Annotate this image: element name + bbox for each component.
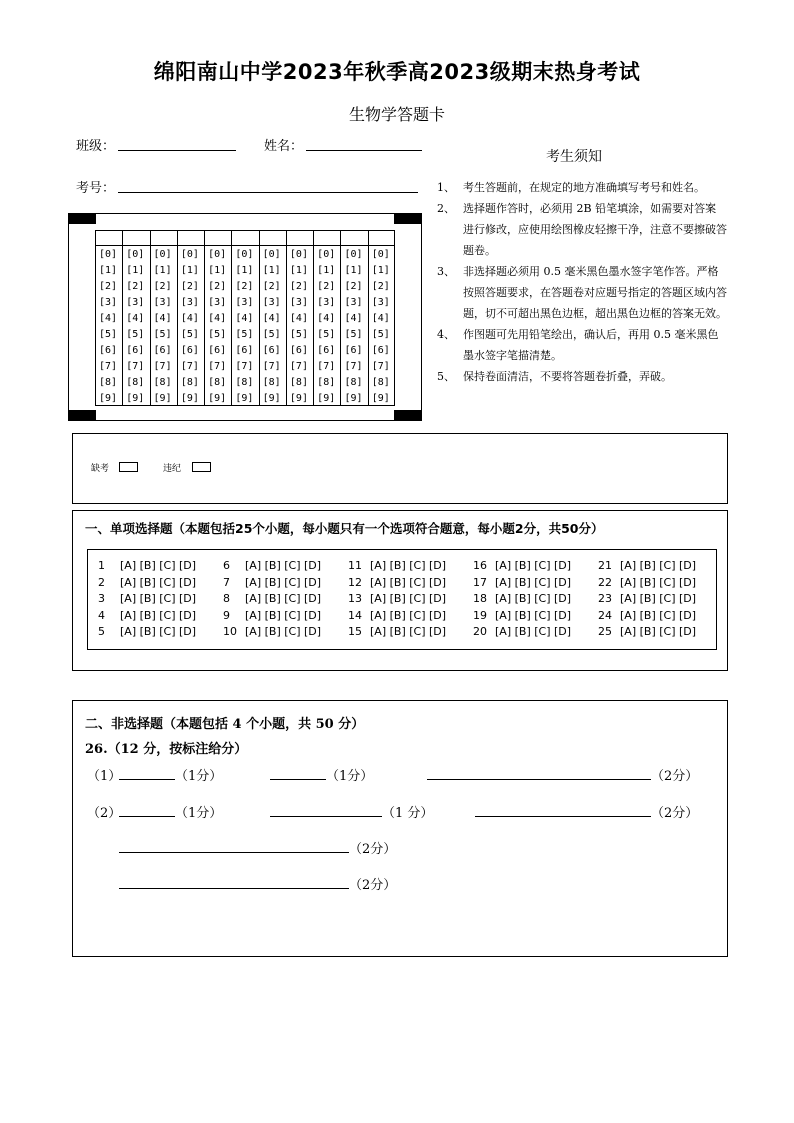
mc-question[interactable]	[223, 625, 321, 638]
violation-label: 违纪	[163, 464, 182, 474]
digit-bubble[interactable]: [5]	[371, 329, 390, 340]
score-label: （1分）	[326, 769, 374, 784]
answer-line[interactable]	[119, 888, 349, 889]
notice-item-text: 保持卷面清洁，不要将答题卷折叠，弄破。	[463, 370, 672, 383]
digit-bubble[interactable]: [8]	[235, 377, 254, 388]
mc-question-number: 9	[223, 608, 230, 622]
mc-options[interactable]: [A] [B] [C] [D]	[120, 575, 197, 589]
digit-bubble[interactable]: [0]	[317, 249, 336, 260]
digit-bubble[interactable]: [9]	[208, 393, 227, 404]
notice-item	[437, 324, 727, 366]
digit-bubble[interactable]: [9]	[344, 393, 363, 404]
digit-bubble[interactable]: [5]	[235, 329, 254, 340]
page-title: 绵阳南山中学2023年秋季高2023级期末热身考试	[153, 60, 641, 84]
mc-question-number: 23	[598, 592, 612, 605]
digit-bubble[interactable]: [4]	[235, 313, 254, 324]
notice-item	[437, 198, 727, 261]
digit-column-divider	[122, 231, 123, 405]
mc-question-number: 25	[598, 625, 612, 638]
digit-bubble[interactable]: [3]	[153, 297, 172, 308]
digit-bubble[interactable]: [3]	[99, 297, 118, 308]
digit-grid-header	[96, 231, 394, 246]
digit-bubble[interactable]: [3]	[289, 297, 308, 308]
digit-bubble[interactable]: [0]	[180, 249, 199, 260]
digit-bubble[interactable]: [3]	[262, 297, 281, 308]
mc-question[interactable]	[223, 609, 321, 622]
mc-question-number: 14	[348, 608, 362, 622]
mc-options[interactable]: [A] [B] [C] [D]	[495, 559, 572, 572]
mc-question[interactable]	[98, 576, 196, 589]
digit-bubble[interactable]: [4]	[262, 313, 281, 324]
digit-bubble[interactable]: [3]	[344, 297, 363, 308]
corner-mark	[394, 214, 421, 224]
mc-question[interactable]	[98, 625, 196, 638]
digit-bubble[interactable]: [6]	[99, 345, 118, 356]
mc-question[interactable]	[98, 592, 196, 605]
digit-bubble[interactable]: [6]	[208, 345, 227, 356]
digit-bubble[interactable]: [2]	[371, 281, 390, 292]
digit-bubble[interactable]: [8]	[317, 377, 336, 388]
digit-bubble[interactable]: [8]	[344, 377, 363, 388]
answer-line[interactable]	[270, 816, 382, 817]
score-label: （2分）	[651, 806, 699, 821]
digit-bubble[interactable]: [7]	[289, 361, 308, 372]
notice-item-number: 4、	[437, 328, 455, 341]
mc-options[interactable]: [A] [B] [C] [D]	[370, 559, 447, 572]
digit-bubble[interactable]: [0]	[235, 249, 254, 260]
digit-bubble[interactable]: [0]	[344, 249, 363, 260]
mc-question[interactable]	[598, 576, 696, 589]
digit-bubble[interactable]: [1]	[262, 265, 281, 276]
mc-options[interactable]: [A] [B] [C] [D]	[370, 575, 447, 589]
mc-question[interactable]	[348, 559, 446, 572]
digit-bubble[interactable]: [4]	[99, 313, 118, 324]
mc-options[interactable]: [A] [B] [C] [D]	[245, 625, 322, 638]
digit-bubble[interactable]: [6]	[317, 345, 336, 356]
digit-bubble[interactable]: [7]	[126, 361, 145, 372]
notice-item	[437, 177, 727, 198]
digit-bubble[interactable]: [7]	[344, 361, 363, 372]
digit-bubble[interactable]: [7]	[180, 361, 199, 372]
digit-bubble[interactable]: [9]	[289, 393, 308, 404]
digit-bubble[interactable]: [4]	[344, 313, 363, 324]
mc-question[interactable]	[223, 576, 321, 589]
digit-bubble[interactable]: [3]	[235, 297, 254, 308]
score-label: （1分）	[175, 806, 223, 821]
digit-bubble[interactable]: [4]	[317, 313, 336, 324]
digit-column-divider	[286, 231, 287, 405]
corner-mark	[69, 410, 96, 420]
digit-bubble[interactable]: [0]	[371, 249, 390, 260]
corner-mark	[69, 214, 96, 224]
notice-title: 考生须知	[546, 149, 602, 165]
digit-bubble[interactable]: [8]	[126, 377, 145, 388]
answer-line[interactable]	[475, 816, 651, 817]
mc-question[interactable]	[598, 592, 696, 605]
mc-question-number: 20	[473, 625, 487, 638]
digit-bubble[interactable]: [1]	[317, 265, 336, 276]
digit-bubble[interactable]: [1]	[371, 265, 390, 276]
notice-item-number: 1、	[437, 181, 455, 194]
mc-question[interactable]	[98, 609, 196, 622]
digit-bubble[interactable]: [5]	[99, 329, 118, 340]
digit-bubble[interactable]: [4]	[180, 313, 199, 324]
mc-options[interactable]: [A] [B] [C] [D]	[495, 575, 572, 589]
mc-options[interactable]: [A] [B] [C] [D]	[495, 625, 572, 638]
digit-bubble[interactable]: [5]	[317, 329, 336, 340]
digit-column-divider	[150, 231, 151, 405]
digit-bubble[interactable]: [8]	[180, 377, 199, 388]
digit-bubble[interactable]: [2]	[262, 281, 281, 292]
notice-list	[437, 177, 727, 387]
digit-bubble[interactable]: [6]	[344, 345, 363, 356]
mc-options[interactable]: [A] [B] [C] [D]	[495, 592, 572, 605]
mc-question-number: 22	[598, 575, 612, 589]
mc-question[interactable]	[473, 625, 571, 638]
score-label: （2分）	[349, 878, 397, 893]
mc-question-number: 7	[223, 575, 230, 589]
page-subtitle: 生物学答题卡	[348, 105, 445, 124]
digit-bubble[interactable]: [5]	[126, 329, 145, 340]
mc-question-number: 21	[598, 559, 612, 572]
mc-question-number: 17	[473, 575, 487, 589]
mc-options[interactable]: [A] [B] [C] [D]	[245, 575, 322, 589]
absent-checkbox[interactable]	[119, 462, 138, 472]
answer-line[interactable]	[427, 779, 651, 780]
digit-bubble[interactable]: [4]	[153, 313, 172, 324]
digit-bubble[interactable]: [9]	[153, 393, 172, 404]
score-label: （2分）	[349, 842, 397, 857]
digit-bubble[interactable]: [3]	[180, 297, 199, 308]
digit-bubble[interactable]: [4]	[126, 313, 145, 324]
digit-bubble[interactable]: [8]	[371, 377, 390, 388]
mc-question-number: 6	[223, 559, 230, 572]
digit-bubble[interactable]: [7]	[371, 361, 390, 372]
q26-title: 26.（12 分，按标注给分）	[85, 742, 248, 757]
digit-bubble[interactable]: [5]	[289, 329, 308, 340]
notice-item-number: 3、	[437, 265, 455, 278]
digit-bubble[interactable]: [9]	[317, 393, 336, 404]
mc-options[interactable]: [A] [B] [C] [D]	[620, 592, 697, 605]
mc-question-number: 12	[348, 575, 362, 589]
digit-bubble[interactable]: [2]	[208, 281, 227, 292]
answer-line[interactable]	[270, 779, 326, 780]
exam-no-label: 考号：	[76, 181, 116, 196]
digit-bubble[interactable]: [9]	[235, 393, 254, 404]
corner-mark	[394, 410, 421, 420]
notice-item-number: 2、	[437, 202, 455, 215]
mc-question-number: 10	[223, 625, 237, 638]
digit-bubble[interactable]: [6]	[126, 345, 145, 356]
mc-question-number: 3	[98, 592, 105, 605]
digit-bubble[interactable]: [2]	[289, 281, 308, 292]
violation-checkbox[interactable]	[192, 462, 211, 472]
name-field[interactable]	[306, 136, 422, 151]
notice-item-number: 5、	[437, 370, 455, 383]
digit-bubble[interactable]: [5]	[153, 329, 172, 340]
mc-question[interactable]	[473, 592, 571, 605]
answer-line[interactable]	[119, 779, 175, 780]
mc-options[interactable]: [A] [B] [C] [D]	[120, 608, 197, 622]
digit-bubble[interactable]: [2]	[344, 281, 363, 292]
fr-heading: 二、非选择题（本题包括 4 个小题，共 50 分）	[85, 717, 365, 732]
mc-question[interactable]	[348, 609, 446, 622]
digit-bubble[interactable]: [6]	[235, 345, 254, 356]
mc-options[interactable]: [A] [B] [C] [D]	[620, 559, 697, 572]
digit-bubble[interactable]: [3]	[126, 297, 145, 308]
mc-options[interactable]: [A] [B] [C] [D]	[620, 575, 697, 589]
digit-bubble[interactable]: [1]	[99, 265, 118, 276]
digit-bubble[interactable]: [9]	[262, 393, 281, 404]
digit-bubble[interactable]: [6]	[289, 345, 308, 356]
mc-options[interactable]: [A] [B] [C] [D]	[370, 608, 447, 622]
name-label: 姓名：	[264, 139, 304, 154]
mc-question-number: 19	[473, 608, 487, 622]
mc-answer-grid	[87, 549, 717, 650]
mc-options[interactable]: [A] [B] [C] [D]	[120, 592, 197, 605]
mc-question[interactable]	[223, 559, 321, 572]
mc-question[interactable]	[348, 592, 446, 605]
mc-question[interactable]	[598, 625, 696, 638]
digit-bubble[interactable]: [8]	[262, 377, 281, 388]
mc-question[interactable]	[348, 576, 446, 589]
mc-question[interactable]	[598, 559, 696, 572]
mc-heading: 一、单项选择题（本题包括25个小题，每小题只有一个选项符合题意，每小题2分，共50分）	[85, 521, 604, 536]
digit-bubble[interactable]: [2]	[153, 281, 172, 292]
mc-options[interactable]: [A] [B] [C] [D]	[495, 608, 572, 622]
status-box	[72, 433, 728, 504]
digit-grid	[95, 230, 395, 406]
notice-item	[437, 366, 727, 387]
digit-bubble[interactable]: [9]	[99, 393, 118, 404]
mc-question-number: 8	[223, 592, 230, 605]
digit-bubble[interactable]: [1]	[180, 265, 199, 276]
notice-item-text: 考生答题前，在规定的地方准确填写考号和姓名。	[463, 181, 705, 194]
q26-part1-label: （1）	[87, 769, 122, 784]
digit-column-divider	[368, 231, 369, 405]
digit-bubble[interactable]: [9]	[371, 393, 390, 404]
digit-column-divider	[177, 231, 178, 405]
digit-bubble[interactable]: [5]	[344, 329, 363, 340]
digit-bubble[interactable]: [5]	[262, 329, 281, 340]
class-field[interactable]	[118, 136, 236, 151]
digit-bubble[interactable]: [6]	[262, 345, 281, 356]
digit-bubble[interactable]: [0]	[208, 249, 227, 260]
digit-bubble[interactable]: [6]	[180, 345, 199, 356]
mc-question-number: 15	[348, 625, 362, 638]
digit-bubble[interactable]: [8]	[99, 377, 118, 388]
mc-options[interactable]: [A] [B] [C] [D]	[370, 625, 447, 638]
mc-question-number: 11	[348, 559, 362, 572]
digit-bubble[interactable]: [6]	[153, 345, 172, 356]
digit-bubble[interactable]: [0]	[262, 249, 281, 260]
mc-options[interactable]: [A] [B] [C] [D]	[370, 592, 447, 605]
digit-bubble[interactable]: [1]	[153, 265, 172, 276]
mc-question-number: 4	[98, 608, 105, 622]
mc-question-number: 13	[348, 592, 362, 605]
score-label: （1分）	[175, 769, 223, 784]
mc-options[interactable]: [A] [B] [C] [D]	[245, 608, 322, 622]
score-label: （2分）	[651, 769, 699, 784]
digit-bubble[interactable]: [6]	[371, 345, 390, 356]
digit-bubble[interactable]: [8]	[208, 377, 227, 388]
digit-column-divider	[204, 231, 205, 405]
mc-options[interactable]: [A] [B] [C] [D]	[120, 559, 197, 572]
digit-bubble[interactable]: [4]	[208, 313, 227, 324]
mc-options[interactable]: [A] [B] [C] [D]	[245, 559, 322, 572]
digit-column-divider	[313, 231, 314, 405]
digit-bubble[interactable]: [1]	[235, 265, 254, 276]
digit-bubble[interactable]: [0]	[126, 249, 145, 260]
digit-bubble[interactable]: [1]	[208, 265, 227, 276]
exam-number-grid	[68, 213, 422, 421]
digit-bubble[interactable]: [1]	[126, 265, 145, 276]
digit-bubble[interactable]: [3]	[208, 297, 227, 308]
mc-question[interactable]	[473, 559, 571, 572]
class-label: 班级：	[76, 139, 116, 154]
mc-question-number: 1	[98, 559, 105, 572]
digit-bubble[interactable]: [7]	[208, 361, 227, 372]
digit-column-divider	[231, 231, 232, 405]
mc-question-number: 16	[473, 559, 487, 572]
digit-column-divider	[259, 231, 260, 405]
digit-bubble[interactable]: [0]	[153, 249, 172, 260]
notice-item-text: 选择题作答时，必须用 2B 铅笔填涂，如需要对答案进行修改，应使用绘图橡皮轻擦干净，注意不要擦破答题卷。	[463, 202, 727, 257]
digit-bubble[interactable]: [1]	[344, 265, 363, 276]
digit-bubble[interactable]: [5]	[180, 329, 199, 340]
notice-item-text: 非选择题必须用 0.5 毫米黑色墨水签字笔作答。严格按照答题要求，在答题卷对应题号指定的答题区域内答题，切不可超出黑色边框，超出黑色边框的答案无效。	[463, 265, 727, 320]
notice-item-text: 作图题可先用铅笔绘出，确认后，再用 0.5 毫米黑色墨水签字笔描清楚。	[463, 328, 719, 362]
digit-bubble[interactable]: [0]	[99, 249, 118, 260]
digit-bubble[interactable]: [9]	[126, 393, 145, 404]
answer-line[interactable]	[119, 852, 349, 853]
digit-bubble[interactable]: [8]	[289, 377, 308, 388]
digit-bubble[interactable]: [7]	[99, 361, 118, 372]
digit-bubble[interactable]: [7]	[317, 361, 336, 372]
mc-question-number: 5	[98, 625, 105, 638]
answer-line[interactable]	[119, 816, 175, 817]
digit-bubble[interactable]: [3]	[317, 297, 336, 308]
digit-bubble[interactable]: [2]	[317, 281, 336, 292]
digit-bubble[interactable]: [8]	[153, 377, 172, 388]
mc-question[interactable]	[598, 609, 696, 622]
exam-no-field[interactable]	[118, 178, 418, 193]
mc-question-number: 24	[598, 608, 612, 622]
free-response-section	[72, 700, 728, 957]
mc-question[interactable]	[473, 609, 571, 622]
digit-bubble[interactable]: [2]	[126, 281, 145, 292]
digit-bubble[interactable]: [4]	[289, 313, 308, 324]
notice-item	[437, 261, 727, 324]
mc-question-number: 2	[98, 575, 105, 589]
absent-label: 缺考	[91, 464, 110, 474]
mc-question-number: 18	[473, 592, 487, 605]
digit-bubble[interactable]: [3]	[371, 297, 390, 308]
multiple-choice-section	[72, 510, 728, 671]
digit-bubble[interactable]: [5]	[208, 329, 227, 340]
mc-question[interactable]	[223, 592, 321, 605]
mc-options[interactable]: [A] [B] [C] [D]	[620, 625, 697, 638]
digit-bubble[interactable]: [4]	[371, 313, 390, 324]
digit-bubble[interactable]: [1]	[289, 265, 308, 276]
digit-bubble[interactable]: [2]	[99, 281, 118, 292]
digit-bubble[interactable]: [0]	[289, 249, 308, 260]
digit-column-divider	[340, 231, 341, 405]
digit-bubble[interactable]: [7]	[235, 361, 254, 372]
q26-part2-label: （2）	[87, 806, 122, 821]
mc-question[interactable]	[98, 559, 196, 572]
digit-bubble[interactable]: [2]	[235, 281, 254, 292]
mc-options[interactable]: [A] [B] [C] [D]	[120, 625, 197, 638]
mc-question[interactable]	[473, 576, 571, 589]
mc-options[interactable]: [A] [B] [C] [D]	[245, 592, 322, 605]
mc-options[interactable]: [A] [B] [C] [D]	[620, 608, 697, 622]
mc-question[interactable]	[348, 625, 446, 638]
score-label: （1 分）	[382, 806, 434, 821]
digit-bubble[interactable]: [7]	[262, 361, 281, 372]
digit-bubble[interactable]: [2]	[180, 281, 199, 292]
digit-bubble[interactable]: [9]	[180, 393, 199, 404]
digit-bubble[interactable]: [7]	[153, 361, 172, 372]
